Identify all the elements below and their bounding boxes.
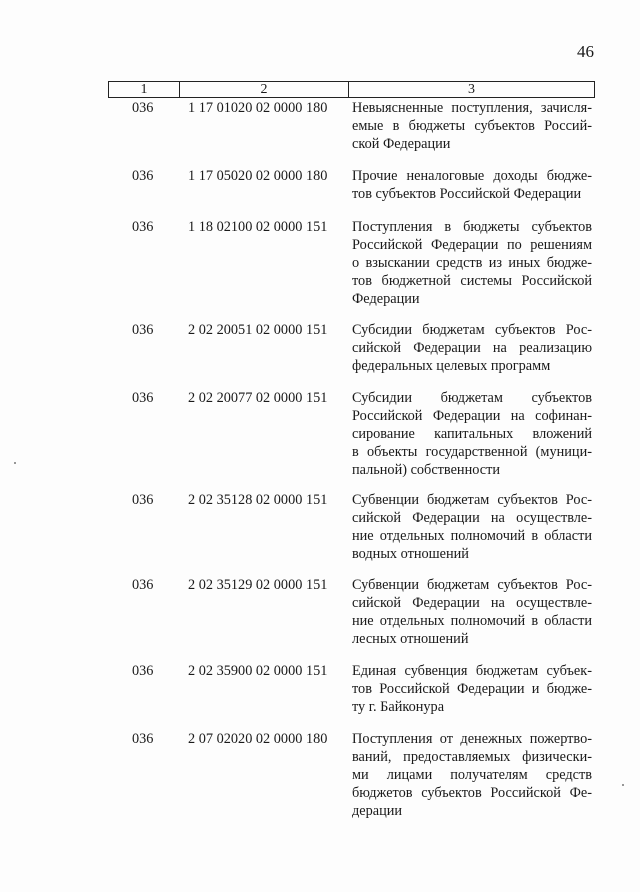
budget-code-cell: 2 02 35129 02 0000 151 [188,577,328,593]
description-cell [352,491,592,563]
description-line: водных отношений [352,546,469,562]
description-line: ние отдельных полномочий в области [352,613,592,629]
description-line: Прочие неналоговые доходы бюдже- [352,168,592,184]
header-col-1: 1 [109,82,180,97]
budget-code-cell: 2 02 20051 02 0000 151 [188,322,328,338]
description-line: тов субъектов Российской Федерации [352,186,582,202]
budget-code-cell: 2 07 02020 02 0000 180 [188,731,328,747]
admin-code-cell: 036 [132,100,154,116]
description-line: федеральных целевых программ [352,358,551,374]
description-line: ми лицами получателям средств [352,767,592,783]
description-line: ской Федерации [352,136,451,152]
budget-code-cell: 1 18 02100 02 0000 151 [188,219,328,235]
description-line: емые в бюджеты субъектов Россий- [352,118,592,134]
description-cell [352,167,592,203]
scan-speck [622,784,624,786]
description-cell [352,321,592,375]
admin-code-cell: 036 [132,492,154,508]
description-cell [352,389,592,479]
description-line: бюджетов субъектов Российской Фе- [352,785,592,801]
budget-code-cell: 2 02 35900 02 0000 151 [188,663,328,679]
header-col-3: 3 [468,82,475,97]
description-line: ние отдельных полномочий в области [352,528,592,544]
description-line: пальной) собственности [352,462,500,478]
scan-speck [14,462,16,464]
description-line: Невыясненные поступления, зачисля- [352,100,592,116]
description-line: лесных отношений [352,631,469,647]
description-cell [352,99,592,153]
description-line: Субвенции бюджетам субъектов Рос- [352,577,592,593]
description-line: ваний, предоставляемых физически- [352,749,592,765]
description-line: Единая субвенция бюджетам субъек- [352,663,592,679]
description-line: дерации [352,803,403,819]
admin-code-cell: 036 [132,219,154,235]
description-line: Субвенции бюджетам субъектов Рос- [352,492,592,508]
admin-code-cell: 036 [132,168,154,184]
description-cell [352,218,592,308]
table-header-row [108,81,595,98]
description-line: Субсидии бюджетам субъектов [352,390,592,406]
description-line: ту г. Байконура [352,699,445,715]
budget-code-cell: 2 02 35128 02 0000 151 [188,492,328,508]
description-cell [352,730,592,820]
description-line: сийской Федерации на осуществле- [352,595,592,611]
description-line: сийской Федерации на осуществле- [352,510,592,526]
description-line: Российской Федерации на софинан- [352,408,592,424]
description-line: Российской Федерации по решениям [352,237,592,253]
budget-code-cell: 2 02 20077 02 0000 151 [188,390,328,406]
page-number: 46 [577,42,594,61]
description-line: тов Российской Федерации и бюдже- [352,681,592,697]
description-line: в объекты государственной (муници- [352,444,592,460]
description-line: сийской Федерации на реализацию [352,340,592,356]
description-line: о взыскании средств из иных бюдже- [352,255,592,271]
description-line: Поступления в бюджеты субъектов [352,219,592,235]
admin-code-cell: 036 [132,322,154,338]
description-line: тов бюджетной системы Российской [352,273,592,289]
description-line: Субсидии бюджетам субъектов Рос- [352,322,592,338]
admin-code-cell: 036 [132,731,154,747]
description-cell [352,662,592,716]
budget-code-cell: 1 17 05020 02 0000 180 [188,168,328,184]
description-line: сирование капитальных вложений [352,426,592,442]
budget-code-cell: 1 17 01020 02 0000 180 [188,100,328,116]
admin-code-cell: 036 [132,577,154,593]
description-cell [352,576,592,648]
header-col-2: 2 [180,82,349,97]
admin-code-cell: 036 [132,663,154,679]
description-line: Поступления от денежных пожертво- [352,731,592,747]
description-line: Федерации [352,291,420,307]
admin-code-cell: 036 [132,390,154,406]
